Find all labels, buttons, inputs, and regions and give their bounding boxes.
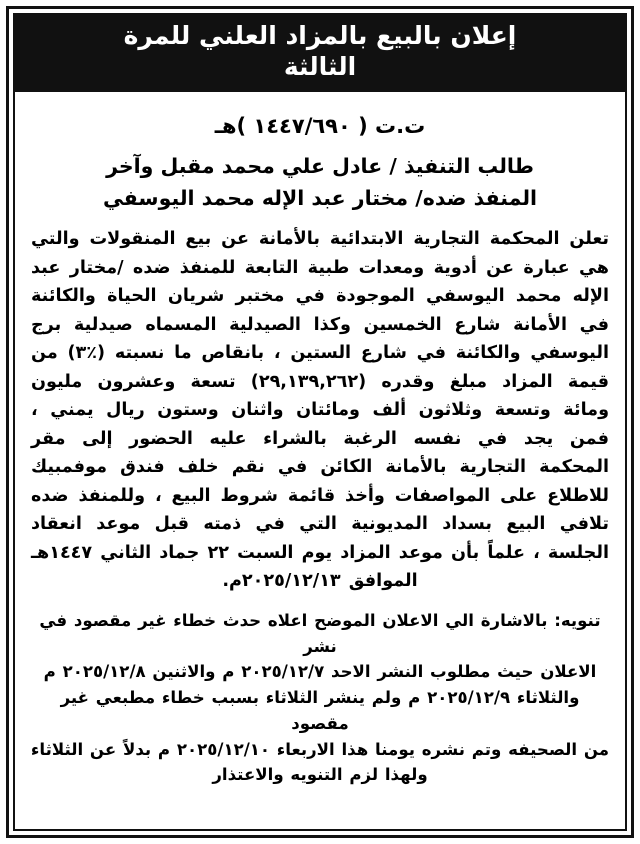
notice-line-5: ولهذا لزم التنويه والاعتذار xyxy=(212,765,428,785)
announcement-banner xyxy=(13,13,627,92)
bottom-spacer xyxy=(29,788,611,821)
notice-line-2: الاعلان حيث مطلوب النشر الاحد ٢٠٢٥/١٢/٧ م والاثنين ٢٠٢٥/١٢/٨ م xyxy=(43,662,597,682)
announcement-body-box xyxy=(13,92,627,831)
notice-line-4: من الصحيفه وتم نشره يومنا هذا الاربعاء ٢٠٢٥/١٢/١٠ م بدلاً عن الثلاثاء xyxy=(30,739,610,759)
announcement-text: تعلن المحكمة التجارية الابتدائية بالأمانة عن بيع المنقولات والتي هي عبارة عن أدوية ومعدات طبية التابعة للمنفذ ضده /مختار عبد الإله محمد اليوسفي الموجودة في مختبر شريان الحياة والكائنة في الأمانة شارع الخمسين وكذا الصيدلية المسماه صيدلية برج اليوسفي والكائنة في شارع الستين ، بانقاص ما نسبته (٪٣) من قيمة المزاد مبلغ وقدره (٢٩,١٣٩,٢٦٢) تسعة وعشرون مليون ومائة وتسعة وثلاثون ألف ومائتان واثنان وستون ريال يمني ، فمن يجد في نفسه الرغبة بالشراء عليه الحضور إلى مقر المحكمة التجارية بالأمانة الكائن في نقم خلف فندق موفمبيك للاطلاع على المواصفات وأخذ قائمة شروط البيع ، وللمنفذ ضده تلافي البيع بسداد المديونية التي في ذمته قبل موعد انعقاد الجلسة ، علماً بأن موعد المزاد يوم السبت ٢٢ جماد الثاني ١٤٤٧هـ الموافق ٢٠٢٥/١٢/١٣م. xyxy=(30,229,609,592)
correction-notice xyxy=(29,608,611,788)
notice-line-1: تنويه: بالاشارة الي الاعلان الموضح اعلاه حدث خطاء غير مقصود في نشر xyxy=(39,610,601,656)
outer-border-frame xyxy=(6,6,634,838)
notice-line-3: والثلاثاء ٢٠٢٥/١٢/٩ م ولم ينشر الثلاثاء بسبب خطاء مطبعي غير مقصود xyxy=(60,688,580,733)
banner-line-1: إعلان بالبيع بالمزاد العلني للمرة xyxy=(123,21,517,50)
executor-party: طالب التنفيذ / عادل علي محمد مقبل وآخر xyxy=(106,154,534,178)
case-number: ت.ت ( ١٤٤٧/٦٩٠ )هـ xyxy=(214,114,426,138)
banner-line-2: الثالثة xyxy=(283,51,357,81)
executed-against-party: المنفذ ضده/ مختار عبد الإله محمد اليوسفي xyxy=(102,185,538,210)
